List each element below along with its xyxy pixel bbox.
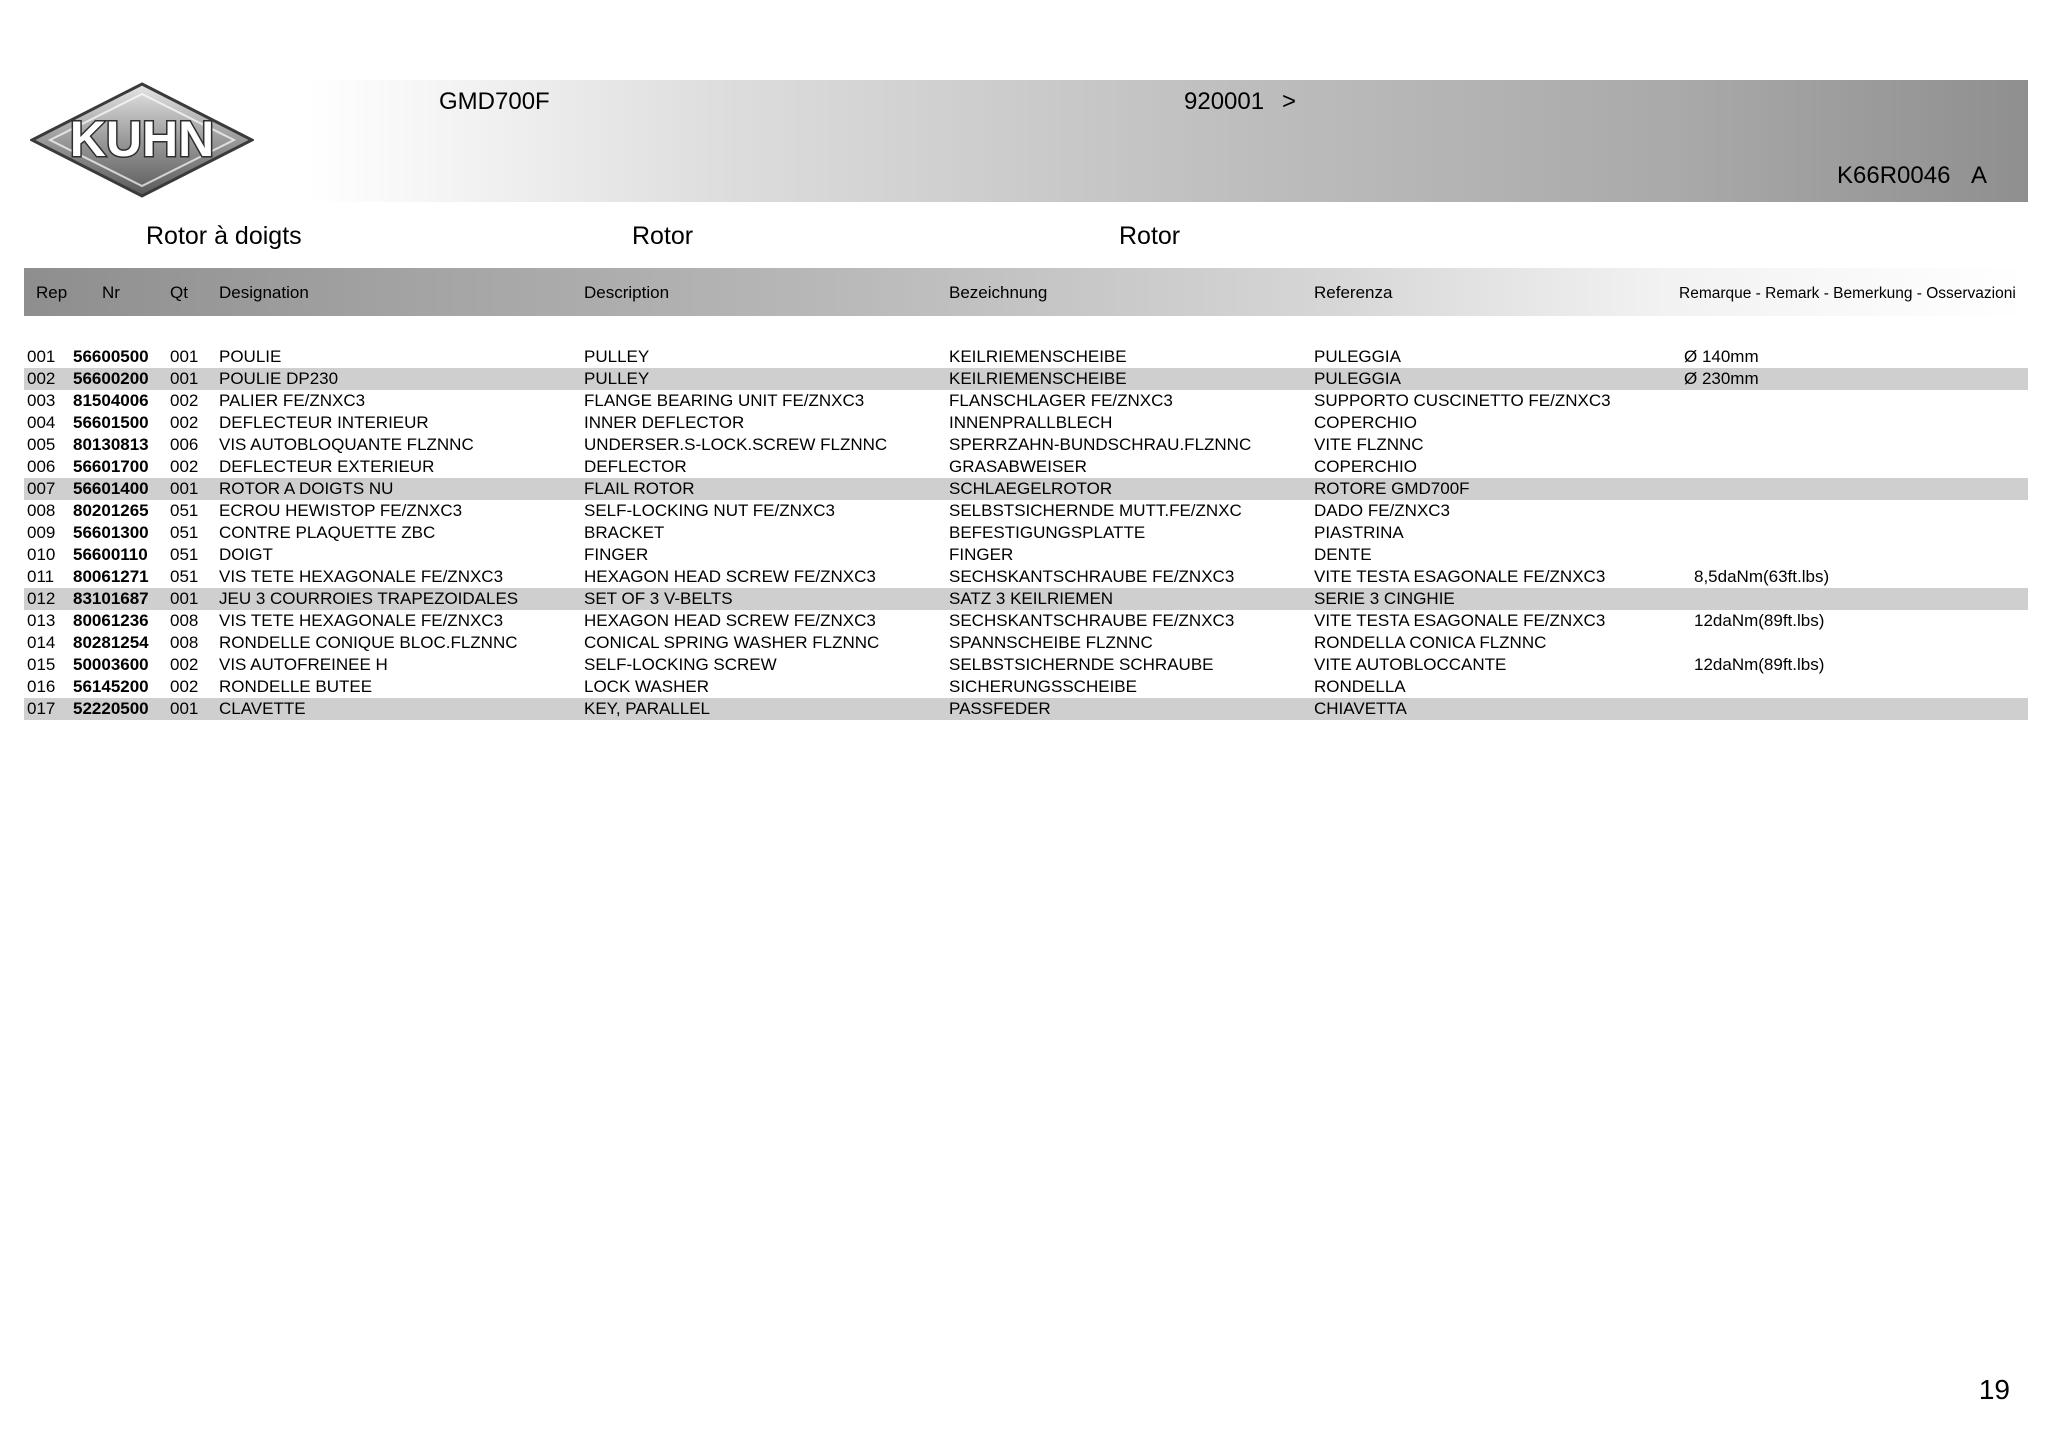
cell-referenza: VITE AUTOBLOCCANTE: [1314, 655, 1507, 674]
col-remark: Remarque - Remark - Bemerkung - Osservazioni: [1679, 285, 2016, 302]
cell-designation: VIS AUTOFREINEE H: [219, 655, 388, 674]
cell-referenza: DADO FE/ZNXC3: [1314, 501, 1451, 520]
cell-quantity: 002: [170, 413, 199, 432]
cell-quantity: 051: [170, 545, 199, 564]
cell-designation: POULIE DP230: [219, 369, 339, 388]
cell-quantity: 001: [170, 589, 199, 608]
cell-rep: 006: [27, 457, 56, 476]
cell-quantity: 008: [170, 633, 199, 652]
cell-remark: 12daNm(89ft.lbs): [1694, 611, 1825, 630]
cell-remark: 12daNm(89ft.lbs): [1694, 655, 1825, 674]
table-row: [24, 544, 2028, 566]
cell-description: FLAIL ROTOR: [584, 479, 695, 498]
title-en: Rotor: [632, 222, 694, 250]
table-row: [24, 632, 2028, 654]
cell-description: FLANGE BEARING UNIT FE/ZNXC3: [584, 391, 865, 410]
cell-bezeichnung: BEFESTIGUNGSPLATTE: [949, 523, 1146, 542]
table-row: [24, 566, 2028, 588]
cell-part-number: 50003600: [73, 655, 149, 674]
cell-rep: 014: [27, 633, 56, 652]
cell-referenza: RONDELLA CONICA FLZNNC: [1314, 633, 1547, 652]
cell-part-number: 80281254: [73, 633, 149, 652]
cell-bezeichnung: FINGER: [949, 545, 1014, 564]
cell-designation: CONTRE PLAQUETTE ZBC: [219, 523, 436, 542]
title-de: Rotor: [1119, 222, 1181, 250]
table-row: [24, 698, 2028, 720]
cell-remark: Ø 230mm: [1684, 369, 1759, 388]
cell-rep: 013: [27, 611, 56, 630]
cell-bezeichnung: KEILRIEMENSCHEIBE: [949, 369, 1127, 388]
parts-table: [24, 346, 2028, 720]
cell-referenza: VITE FLZNNC: [1314, 435, 1424, 454]
kuhn-logo: [30, 82, 254, 198]
cell-description: FINGER: [584, 545, 649, 564]
svg-text:KUHN: KUHN: [69, 111, 215, 167]
cell-part-number: 81504006: [73, 391, 149, 410]
cell-part-number: 56601700: [73, 457, 149, 476]
cell-rep: 004: [27, 413, 56, 432]
cell-part-number: 83101687: [73, 589, 149, 608]
table-row: [24, 346, 2028, 368]
col-nr: Nr: [102, 283, 120, 302]
cell-quantity: 008: [170, 611, 199, 630]
table-row: [24, 390, 2028, 412]
table-row: [24, 676, 2028, 698]
cell-referenza: PULEGGIA: [1314, 347, 1401, 366]
cell-bezeichnung: INNENPRALLBLECH: [949, 413, 1113, 432]
title-fr: Rotor à doigts: [146, 222, 302, 250]
cell-bezeichnung: FLANSCHLAGER FE/ZNXC3: [949, 391, 1173, 410]
cell-part-number: 80061271: [73, 567, 149, 586]
table-row: [24, 412, 2028, 434]
cell-designation: VIS TETE HEXAGONALE FE/ZNXC3: [219, 611, 504, 630]
cell-designation: PALIER FE/ZNXC3: [219, 391, 366, 410]
cell-designation: ROTOR A DOIGTS NU: [219, 479, 394, 498]
cell-quantity: 002: [170, 655, 199, 674]
col-qt: Qt: [170, 283, 188, 302]
cell-description: SET OF 3 V-BELTS: [584, 589, 733, 608]
col-designation: Designation: [219, 283, 309, 302]
cell-quantity: 001: [170, 699, 199, 718]
cell-description: PULLEY: [584, 347, 650, 366]
cell-part-number: 56601300: [73, 523, 149, 542]
cell-rep: 017: [27, 699, 56, 718]
serial-arrow: >: [1282, 88, 1297, 115]
cell-designation: DOIGT: [219, 545, 273, 564]
cell-remark: 8,5daNm(63ft.lbs): [1694, 567, 1830, 586]
cell-quantity: 051: [170, 501, 199, 520]
cell-quantity: 001: [170, 369, 199, 388]
cell-quantity: 002: [170, 391, 199, 410]
table-row: [24, 478, 2028, 500]
cell-description: PULLEY: [584, 369, 650, 388]
cell-referenza: RONDELLA: [1314, 677, 1406, 696]
cell-designation: VIS AUTOBLOQUANTE FLZNNC: [219, 435, 474, 454]
cell-bezeichnung: SCHLAEGELROTOR: [949, 479, 1113, 498]
cell-designation: RONDELLE BUTEE: [219, 677, 373, 696]
serial-number: 920001: [1184, 88, 1265, 115]
cell-bezeichnung: SICHERUNGSSCHEIBE: [949, 677, 1137, 696]
cell-bezeichnung: SECHSKANTSCHRAUBE FE/ZNXC3: [949, 567, 1235, 586]
cell-bezeichnung: GRASABWEISER: [949, 457, 1087, 476]
cell-quantity: 051: [170, 567, 199, 586]
cell-referenza: SERIE 3 CINGHIE: [1314, 589, 1455, 608]
cell-rep: 003: [27, 391, 56, 410]
cell-designation: JEU 3 COURROIES TRAPEZOIDALES: [219, 589, 519, 608]
cell-description: INNER DEFLECTOR: [584, 413, 745, 432]
table-row: [24, 654, 2028, 676]
cell-rep: 015: [27, 655, 56, 674]
cell-quantity: 002: [170, 677, 199, 696]
cell-description: LOCK WASHER: [584, 677, 710, 696]
cell-quantity: 051: [170, 523, 199, 542]
cell-rep: 012: [27, 589, 56, 608]
col-description: Description: [584, 283, 670, 302]
cell-description: DEFLECTOR: [584, 457, 687, 476]
cell-rep: 002: [27, 369, 56, 388]
cell-quantity: 001: [170, 347, 199, 366]
cell-referenza: DENTE: [1314, 545, 1372, 564]
header-band: [310, 80, 2028, 202]
col-referenza: Referenza: [1314, 283, 1393, 302]
cell-bezeichnung: SELBSTSICHERNDE MUTT.FE/ZNXC: [949, 501, 1242, 520]
cell-description: HEXAGON HEAD SCREW FE/ZNXC3: [584, 611, 876, 630]
cell-bezeichnung: KEILRIEMENSCHEIBE: [949, 347, 1127, 366]
doc-reference: K66R0046: [1837, 162, 1951, 189]
col-rep: Rep: [36, 283, 68, 302]
cell-referenza: PULEGGIA: [1314, 369, 1401, 388]
table-row: [24, 522, 2028, 544]
cell-remark: Ø 140mm: [1684, 347, 1759, 366]
cell-designation: DEFLECTEUR INTERIEUR: [219, 413, 429, 432]
cell-description: KEY, PARALLEL: [584, 699, 711, 718]
cell-part-number: 56600500: [73, 347, 149, 366]
cell-bezeichnung: SELBSTSICHERNDE SCHRAUBE: [949, 655, 1214, 674]
cell-part-number: 80201265: [73, 501, 149, 520]
cell-referenza: PIASTRINA: [1314, 523, 1404, 542]
cell-quantity: 002: [170, 457, 199, 476]
cell-bezeichnung: PASSFEDER: [949, 699, 1051, 718]
cell-bezeichnung: SATZ 3 KEILRIEMEN: [949, 589, 1114, 608]
cell-part-number: 56600110: [73, 545, 148, 564]
model-name: GMD700F: [439, 88, 550, 115]
cell-part-number: 80061236: [73, 611, 149, 630]
cell-bezeichnung: SPANNSCHEIBE FLZNNC: [949, 633, 1153, 652]
cell-quantity: 006: [170, 435, 199, 454]
cell-rep: 007: [27, 479, 56, 498]
cell-rep: 011: [27, 567, 55, 586]
cell-part-number: 80130813: [73, 435, 149, 454]
cell-part-number: 56601400: [73, 479, 149, 498]
cell-part-number: 56601500: [73, 413, 149, 432]
cell-description: CONICAL SPRING WASHER FLZNNC: [584, 633, 880, 652]
cell-part-number: 52220500: [73, 699, 149, 718]
cell-designation: DEFLECTEUR EXTERIEUR: [219, 457, 435, 476]
cell-referenza: COPERCHIO: [1314, 413, 1417, 432]
table-row: [24, 456, 2028, 478]
cell-part-number: 56145200: [73, 677, 149, 696]
cell-designation: VIS TETE HEXAGONALE FE/ZNXC3: [219, 567, 504, 586]
cell-rep: 016: [27, 677, 56, 696]
table-row: [24, 434, 2028, 456]
cell-bezeichnung: SECHSKANTSCHRAUBE FE/ZNXC3: [949, 611, 1235, 630]
cell-rep: 005: [27, 435, 56, 454]
cell-description: SELF-LOCKING NUT FE/ZNXC3: [584, 501, 835, 520]
page-number: 19: [1978, 1374, 2010, 1405]
cell-referenza: COPERCHIO: [1314, 457, 1417, 476]
cell-referenza: VITE TESTA ESAGONALE FE/ZNXC3: [1314, 611, 1606, 630]
cell-description: UNDERSER.S-LOCK.SCREW FLZNNC: [584, 435, 888, 454]
cell-rep: 008: [27, 501, 56, 520]
cell-quantity: 001: [170, 479, 199, 498]
cell-designation: CLAVETTE: [219, 699, 306, 718]
cell-designation: POULIE: [219, 347, 282, 366]
doc-revision: A: [1971, 162, 1988, 189]
cell-bezeichnung: SPERRZAHN-BUNDSCHRAU.FLZNNC: [949, 435, 1252, 454]
table-row: [24, 610, 2028, 632]
table-row: [24, 588, 2028, 610]
table-row: [24, 368, 2028, 390]
cell-referenza: SUPPORTO CUSCINETTO FE/ZNXC3: [1314, 391, 1611, 410]
cell-description: HEXAGON HEAD SCREW FE/ZNXC3: [584, 567, 876, 586]
cell-description: SELF-LOCKING SCREW: [584, 655, 777, 674]
cell-rep: 010: [27, 545, 56, 564]
cell-rep: 001: [27, 347, 56, 366]
cell-description: BRACKET: [584, 523, 665, 542]
cell-designation: ECROU HEWISTOP FE/ZNXC3: [219, 501, 463, 520]
cell-rep: 009: [27, 523, 56, 542]
cell-referenza: ROTORE GMD700F: [1314, 479, 1470, 498]
cell-referenza: CHIAVETTA: [1314, 699, 1407, 718]
cell-referenza: VITE TESTA ESAGONALE FE/ZNXC3: [1314, 567, 1606, 586]
table-row: [24, 500, 2028, 522]
col-bezeichnung: Bezeichnung: [949, 283, 1048, 302]
cell-part-number: 56600200: [73, 369, 149, 388]
cell-designation: RONDELLE CONIQUE BLOC.FLZNNC: [219, 633, 518, 652]
